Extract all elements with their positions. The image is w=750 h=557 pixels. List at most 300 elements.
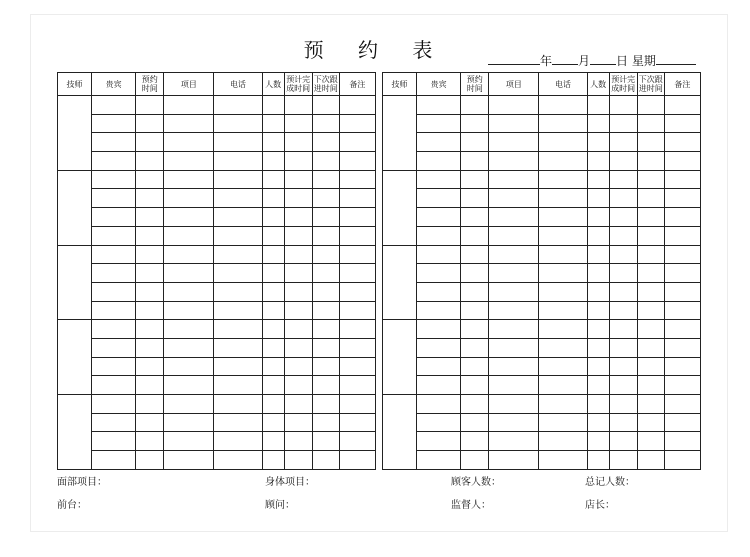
entry-cell[interactable]: [214, 208, 262, 227]
entry-cell[interactable]: [262, 245, 284, 264]
entry-cell[interactable]: [214, 301, 262, 320]
entry-cell[interactable]: [539, 338, 587, 357]
entry-cell[interactable]: [312, 152, 339, 171]
entry-cell[interactable]: [284, 96, 312, 115]
entry-cell[interactable]: [637, 432, 664, 451]
entry-cell[interactable]: [262, 338, 284, 357]
entry-cell[interactable]: [284, 451, 312, 470]
entry-cell[interactable]: [489, 282, 539, 301]
entry-cell[interactable]: [164, 208, 214, 227]
entry-cell[interactable]: [312, 282, 339, 301]
entry-cell[interactable]: [489, 320, 539, 339]
entry-cell[interactable]: [339, 301, 375, 320]
entry-cell[interactable]: [539, 282, 587, 301]
entry-cell[interactable]: [92, 376, 136, 395]
day-blank[interactable]: [590, 53, 616, 65]
entry-cell[interactable]: [262, 226, 284, 245]
entry-cell[interactable]: [417, 114, 461, 133]
entry-cell[interactable]: [539, 208, 587, 227]
entry-cell[interactable]: [637, 226, 664, 245]
entry-cell[interactable]: [136, 114, 164, 133]
entry-cell[interactable]: [284, 376, 312, 395]
entry-cell[interactable]: [92, 170, 136, 189]
entry-cell[interactable]: [339, 226, 375, 245]
entry-cell[interactable]: [214, 264, 262, 283]
entry-cell[interactable]: [489, 395, 539, 414]
entry-cell[interactable]: [609, 432, 637, 451]
entry-cell[interactable]: [539, 245, 587, 264]
entry-cell[interactable]: [461, 395, 489, 414]
entry-cell[interactable]: [417, 96, 461, 115]
entry-cell[interactable]: [312, 338, 339, 357]
entry-cell[interactable]: [312, 226, 339, 245]
entry-cell[interactable]: [92, 432, 136, 451]
entry-cell[interactable]: [637, 245, 664, 264]
entry-cell[interactable]: [136, 432, 164, 451]
entry-cell[interactable]: [461, 114, 489, 133]
entry-cell[interactable]: [664, 395, 700, 414]
entry-cell[interactable]: [587, 114, 609, 133]
entry-cell[interactable]: [262, 170, 284, 189]
entry-cell[interactable]: [339, 451, 375, 470]
entry-cell[interactable]: [609, 96, 637, 115]
technician-cell[interactable]: [58, 320, 92, 395]
entry-cell[interactable]: [92, 395, 136, 414]
entry-cell[interactable]: [417, 451, 461, 470]
entry-cell[interactable]: [312, 376, 339, 395]
entry-cell[interactable]: [664, 114, 700, 133]
entry-cell[interactable]: [214, 432, 262, 451]
entry-cell[interactable]: [664, 133, 700, 152]
entry-cell[interactable]: [164, 301, 214, 320]
entry-cell[interactable]: [489, 189, 539, 208]
entry-cell[interactable]: [284, 413, 312, 432]
entry-cell[interactable]: [136, 152, 164, 171]
entry-cell[interactable]: [164, 432, 214, 451]
entry-cell[interactable]: [214, 245, 262, 264]
entry-cell[interactable]: [587, 226, 609, 245]
entry-cell[interactable]: [539, 189, 587, 208]
entry-cell[interactable]: [312, 245, 339, 264]
entry-cell[interactable]: [461, 301, 489, 320]
entry-cell[interactable]: [461, 264, 489, 283]
entry-cell[interactable]: [587, 170, 609, 189]
entry-cell[interactable]: [609, 208, 637, 227]
entry-cell[interactable]: [92, 320, 136, 339]
entry-cell[interactable]: [164, 395, 214, 414]
entry-cell[interactable]: [284, 208, 312, 227]
entry-cell[interactable]: [136, 170, 164, 189]
entry-cell[interactable]: [284, 245, 312, 264]
entry-cell[interactable]: [461, 133, 489, 152]
technician-cell[interactable]: [58, 96, 92, 171]
entry-cell[interactable]: [539, 395, 587, 414]
entry-cell[interactable]: [461, 338, 489, 357]
entry-cell[interactable]: [609, 114, 637, 133]
entry-cell[interactable]: [417, 357, 461, 376]
entry-cell[interactable]: [284, 133, 312, 152]
entry-cell[interactable]: [164, 413, 214, 432]
entry-cell[interactable]: [609, 357, 637, 376]
entry-cell[interactable]: [262, 376, 284, 395]
entry-cell[interactable]: [637, 376, 664, 395]
entry-cell[interactable]: [417, 282, 461, 301]
entry-cell[interactable]: [136, 208, 164, 227]
entry-cell[interactable]: [92, 133, 136, 152]
entry-cell[interactable]: [284, 114, 312, 133]
entry-cell[interactable]: [539, 152, 587, 171]
entry-cell[interactable]: [164, 320, 214, 339]
entry-cell[interactable]: [489, 170, 539, 189]
entry-cell[interactable]: [609, 376, 637, 395]
entry-cell[interactable]: [339, 189, 375, 208]
entry-cell[interactable]: [214, 338, 262, 357]
technician-cell[interactable]: [383, 96, 417, 171]
entry-cell[interactable]: [284, 432, 312, 451]
entry-cell[interactable]: [664, 189, 700, 208]
entry-cell[interactable]: [539, 301, 587, 320]
entry-cell[interactable]: [461, 432, 489, 451]
entry-cell[interactable]: [417, 413, 461, 432]
entry-cell[interactable]: [262, 395, 284, 414]
entry-cell[interactable]: [164, 114, 214, 133]
entry-cell[interactable]: [339, 114, 375, 133]
entry-cell[interactable]: [339, 133, 375, 152]
entry-cell[interactable]: [136, 264, 164, 283]
entry-cell[interactable]: [539, 376, 587, 395]
entry-cell[interactable]: [214, 451, 262, 470]
entry-cell[interactable]: [214, 320, 262, 339]
entry-cell[interactable]: [489, 245, 539, 264]
entry-cell[interactable]: [637, 189, 664, 208]
entry-cell[interactable]: [461, 170, 489, 189]
entry-cell[interactable]: [609, 245, 637, 264]
entry-cell[interactable]: [664, 432, 700, 451]
entry-cell[interactable]: [664, 208, 700, 227]
entry-cell[interactable]: [587, 451, 609, 470]
entry-cell[interactable]: [637, 301, 664, 320]
entry-cell[interactable]: [417, 226, 461, 245]
technician-cell[interactable]: [58, 170, 92, 245]
entry-cell[interactable]: [284, 264, 312, 283]
entry-cell[interactable]: [609, 338, 637, 357]
entry-cell[interactable]: [539, 357, 587, 376]
entry-cell[interactable]: [136, 320, 164, 339]
entry-cell[interactable]: [262, 357, 284, 376]
entry-cell[interactable]: [312, 432, 339, 451]
entry-cell[interactable]: [92, 357, 136, 376]
entry-cell[interactable]: [609, 282, 637, 301]
entry-cell[interactable]: [461, 451, 489, 470]
entry-cell[interactable]: [539, 114, 587, 133]
entry-cell[interactable]: [92, 301, 136, 320]
entry-cell[interactable]: [461, 376, 489, 395]
entry-cell[interactable]: [664, 170, 700, 189]
entry-cell[interactable]: [609, 133, 637, 152]
entry-cell[interactable]: [312, 301, 339, 320]
entry-cell[interactable]: [214, 413, 262, 432]
entry-cell[interactable]: [262, 264, 284, 283]
entry-cell[interactable]: [417, 395, 461, 414]
entry-cell[interactable]: [92, 264, 136, 283]
entry-cell[interactable]: [637, 96, 664, 115]
entry-cell[interactable]: [312, 413, 339, 432]
entry-cell[interactable]: [637, 357, 664, 376]
entry-cell[interactable]: [214, 96, 262, 115]
entry-cell[interactable]: [164, 133, 214, 152]
entry-cell[interactable]: [92, 282, 136, 301]
technician-cell[interactable]: [383, 395, 417, 470]
entry-cell[interactable]: [417, 133, 461, 152]
entry-cell[interactable]: [214, 226, 262, 245]
entry-cell[interactable]: [136, 395, 164, 414]
technician-cell[interactable]: [383, 245, 417, 320]
entry-cell[interactable]: [664, 320, 700, 339]
entry-cell[interactable]: [587, 133, 609, 152]
entry-cell[interactable]: [92, 451, 136, 470]
entry-cell[interactable]: [262, 320, 284, 339]
entry-cell[interactable]: [164, 226, 214, 245]
entry-cell[interactable]: [609, 451, 637, 470]
entry-cell[interactable]: [136, 376, 164, 395]
entry-cell[interactable]: [417, 152, 461, 171]
entry-cell[interactable]: [262, 413, 284, 432]
entry-cell[interactable]: [461, 152, 489, 171]
entry-cell[interactable]: [214, 282, 262, 301]
entry-cell[interactable]: [339, 170, 375, 189]
entry-cell[interactable]: [136, 96, 164, 115]
entry-cell[interactable]: [461, 245, 489, 264]
entry-cell[interactable]: [164, 152, 214, 171]
entry-cell[interactable]: [92, 189, 136, 208]
entry-cell[interactable]: [461, 413, 489, 432]
entry-cell[interactable]: [262, 189, 284, 208]
technician-cell[interactable]: [383, 170, 417, 245]
entry-cell[interactable]: [136, 413, 164, 432]
entry-cell[interactable]: [214, 170, 262, 189]
entry-cell[interactable]: [214, 133, 262, 152]
entry-cell[interactable]: [284, 152, 312, 171]
entry-cell[interactable]: [312, 320, 339, 339]
entry-cell[interactable]: [339, 357, 375, 376]
entry-cell[interactable]: [609, 189, 637, 208]
entry-cell[interactable]: [92, 114, 136, 133]
entry-cell[interactable]: [539, 320, 587, 339]
entry-cell[interactable]: [587, 282, 609, 301]
entry-cell[interactable]: [262, 152, 284, 171]
entry-cell[interactable]: [637, 395, 664, 414]
entry-cell[interactable]: [587, 357, 609, 376]
entry-cell[interactable]: [587, 432, 609, 451]
entry-cell[interactable]: [461, 226, 489, 245]
entry-cell[interactable]: [664, 152, 700, 171]
entry-cell[interactable]: [136, 226, 164, 245]
entry-cell[interactable]: [489, 114, 539, 133]
entry-cell[interactable]: [164, 170, 214, 189]
entry-cell[interactable]: [489, 226, 539, 245]
entry-cell[interactable]: [587, 264, 609, 283]
technician-cell[interactable]: [383, 320, 417, 395]
entry-cell[interactable]: [312, 451, 339, 470]
entry-cell[interactable]: [637, 320, 664, 339]
month-blank[interactable]: [552, 53, 578, 65]
entry-cell[interactable]: [136, 282, 164, 301]
entry-cell[interactable]: [461, 320, 489, 339]
entry-cell[interactable]: [284, 282, 312, 301]
entry-cell[interactable]: [262, 96, 284, 115]
entry-cell[interactable]: [262, 451, 284, 470]
entry-cell[interactable]: [489, 301, 539, 320]
entry-cell[interactable]: [587, 152, 609, 171]
entry-cell[interactable]: [664, 376, 700, 395]
entry-cell[interactable]: [417, 208, 461, 227]
entry-cell[interactable]: [214, 152, 262, 171]
entry-cell[interactable]: [417, 264, 461, 283]
entry-cell[interactable]: [312, 133, 339, 152]
entry-cell[interactable]: [461, 189, 489, 208]
entry-cell[interactable]: [587, 189, 609, 208]
entry-cell[interactable]: [164, 189, 214, 208]
entry-cell[interactable]: [164, 96, 214, 115]
entry-cell[interactable]: [637, 208, 664, 227]
entry-cell[interactable]: [489, 208, 539, 227]
entry-cell[interactable]: [609, 152, 637, 171]
entry-cell[interactable]: [312, 395, 339, 414]
entry-cell[interactable]: [136, 451, 164, 470]
entry-cell[interactable]: [489, 96, 539, 115]
entry-cell[interactable]: [417, 320, 461, 339]
entry-cell[interactable]: [609, 413, 637, 432]
entry-cell[interactable]: [164, 338, 214, 357]
entry-cell[interactable]: [284, 301, 312, 320]
entry-cell[interactable]: [284, 226, 312, 245]
entry-cell[interactable]: [539, 264, 587, 283]
entry-cell[interactable]: [587, 208, 609, 227]
entry-cell[interactable]: [587, 338, 609, 357]
entry-cell[interactable]: [164, 451, 214, 470]
entry-cell[interactable]: [164, 357, 214, 376]
entry-cell[interactable]: [312, 114, 339, 133]
entry-cell[interactable]: [637, 413, 664, 432]
entry-cell[interactable]: [609, 320, 637, 339]
entry-cell[interactable]: [489, 413, 539, 432]
entry-cell[interactable]: [461, 357, 489, 376]
entry-cell[interactable]: [136, 189, 164, 208]
technician-cell[interactable]: [58, 395, 92, 470]
entry-cell[interactable]: [339, 320, 375, 339]
entry-cell[interactable]: [164, 264, 214, 283]
entry-cell[interactable]: [262, 301, 284, 320]
entry-cell[interactable]: [637, 114, 664, 133]
entry-cell[interactable]: [637, 451, 664, 470]
entry-cell[interactable]: [587, 395, 609, 414]
entry-cell[interactable]: [587, 413, 609, 432]
entry-cell[interactable]: [637, 264, 664, 283]
entry-cell[interactable]: [664, 357, 700, 376]
entry-cell[interactable]: [637, 152, 664, 171]
entry-cell[interactable]: [417, 338, 461, 357]
entry-cell[interactable]: [136, 133, 164, 152]
entry-cell[interactable]: [664, 338, 700, 357]
entry-cell[interactable]: [284, 357, 312, 376]
entry-cell[interactable]: [539, 451, 587, 470]
entry-cell[interactable]: [587, 301, 609, 320]
entry-cell[interactable]: [417, 301, 461, 320]
entry-cell[interactable]: [461, 208, 489, 227]
entry-cell[interactable]: [417, 376, 461, 395]
entry-cell[interactable]: [539, 226, 587, 245]
entry-cell[interactable]: [339, 376, 375, 395]
entry-cell[interactable]: [587, 376, 609, 395]
entry-cell[interactable]: [339, 338, 375, 357]
entry-cell[interactable]: [92, 226, 136, 245]
entry-cell[interactable]: [312, 208, 339, 227]
entry-cell[interactable]: [609, 301, 637, 320]
entry-cell[interactable]: [417, 432, 461, 451]
entry-cell[interactable]: [92, 245, 136, 264]
entry-cell[interactable]: [637, 170, 664, 189]
entry-cell[interactable]: [539, 413, 587, 432]
entry-cell[interactable]: [284, 320, 312, 339]
entry-cell[interactable]: [609, 170, 637, 189]
entry-cell[interactable]: [609, 395, 637, 414]
entry-cell[interactable]: [312, 357, 339, 376]
entry-cell[interactable]: [284, 395, 312, 414]
entry-cell[interactable]: [262, 282, 284, 301]
entry-cell[interactable]: [339, 152, 375, 171]
year-blank[interactable]: [488, 53, 540, 65]
entry-cell[interactable]: [262, 208, 284, 227]
entry-cell[interactable]: [664, 226, 700, 245]
entry-cell[interactable]: [664, 282, 700, 301]
entry-cell[interactable]: [417, 189, 461, 208]
entry-cell[interactable]: [312, 170, 339, 189]
entry-cell[interactable]: [489, 133, 539, 152]
entry-cell[interactable]: [214, 357, 262, 376]
entry-cell[interactable]: [489, 264, 539, 283]
entry-cell[interactable]: [339, 395, 375, 414]
entry-cell[interactable]: [339, 245, 375, 264]
technician-cell[interactable]: [58, 245, 92, 320]
entry-cell[interactable]: [284, 189, 312, 208]
entry-cell[interactable]: [214, 376, 262, 395]
weekday-blank[interactable]: [656, 53, 696, 65]
entry-cell[interactable]: [539, 432, 587, 451]
entry-cell[interactable]: [664, 264, 700, 283]
entry-cell[interactable]: [609, 226, 637, 245]
entry-cell[interactable]: [489, 376, 539, 395]
entry-cell[interactable]: [339, 413, 375, 432]
entry-cell[interactable]: [664, 96, 700, 115]
entry-cell[interactable]: [164, 376, 214, 395]
entry-cell[interactable]: [339, 96, 375, 115]
entry-cell[interactable]: [136, 245, 164, 264]
entry-cell[interactable]: [164, 282, 214, 301]
entry-cell[interactable]: [136, 357, 164, 376]
entry-cell[interactable]: [587, 320, 609, 339]
entry-cell[interactable]: [92, 208, 136, 227]
entry-cell[interactable]: [214, 395, 262, 414]
entry-cell[interactable]: [214, 189, 262, 208]
entry-cell[interactable]: [164, 245, 214, 264]
entry-cell[interactable]: [637, 338, 664, 357]
entry-cell[interactable]: [664, 451, 700, 470]
entry-cell[interactable]: [417, 245, 461, 264]
entry-cell[interactable]: [312, 96, 339, 115]
entry-cell[interactable]: [339, 432, 375, 451]
entry-cell[interactable]: [664, 413, 700, 432]
entry-cell[interactable]: [539, 96, 587, 115]
